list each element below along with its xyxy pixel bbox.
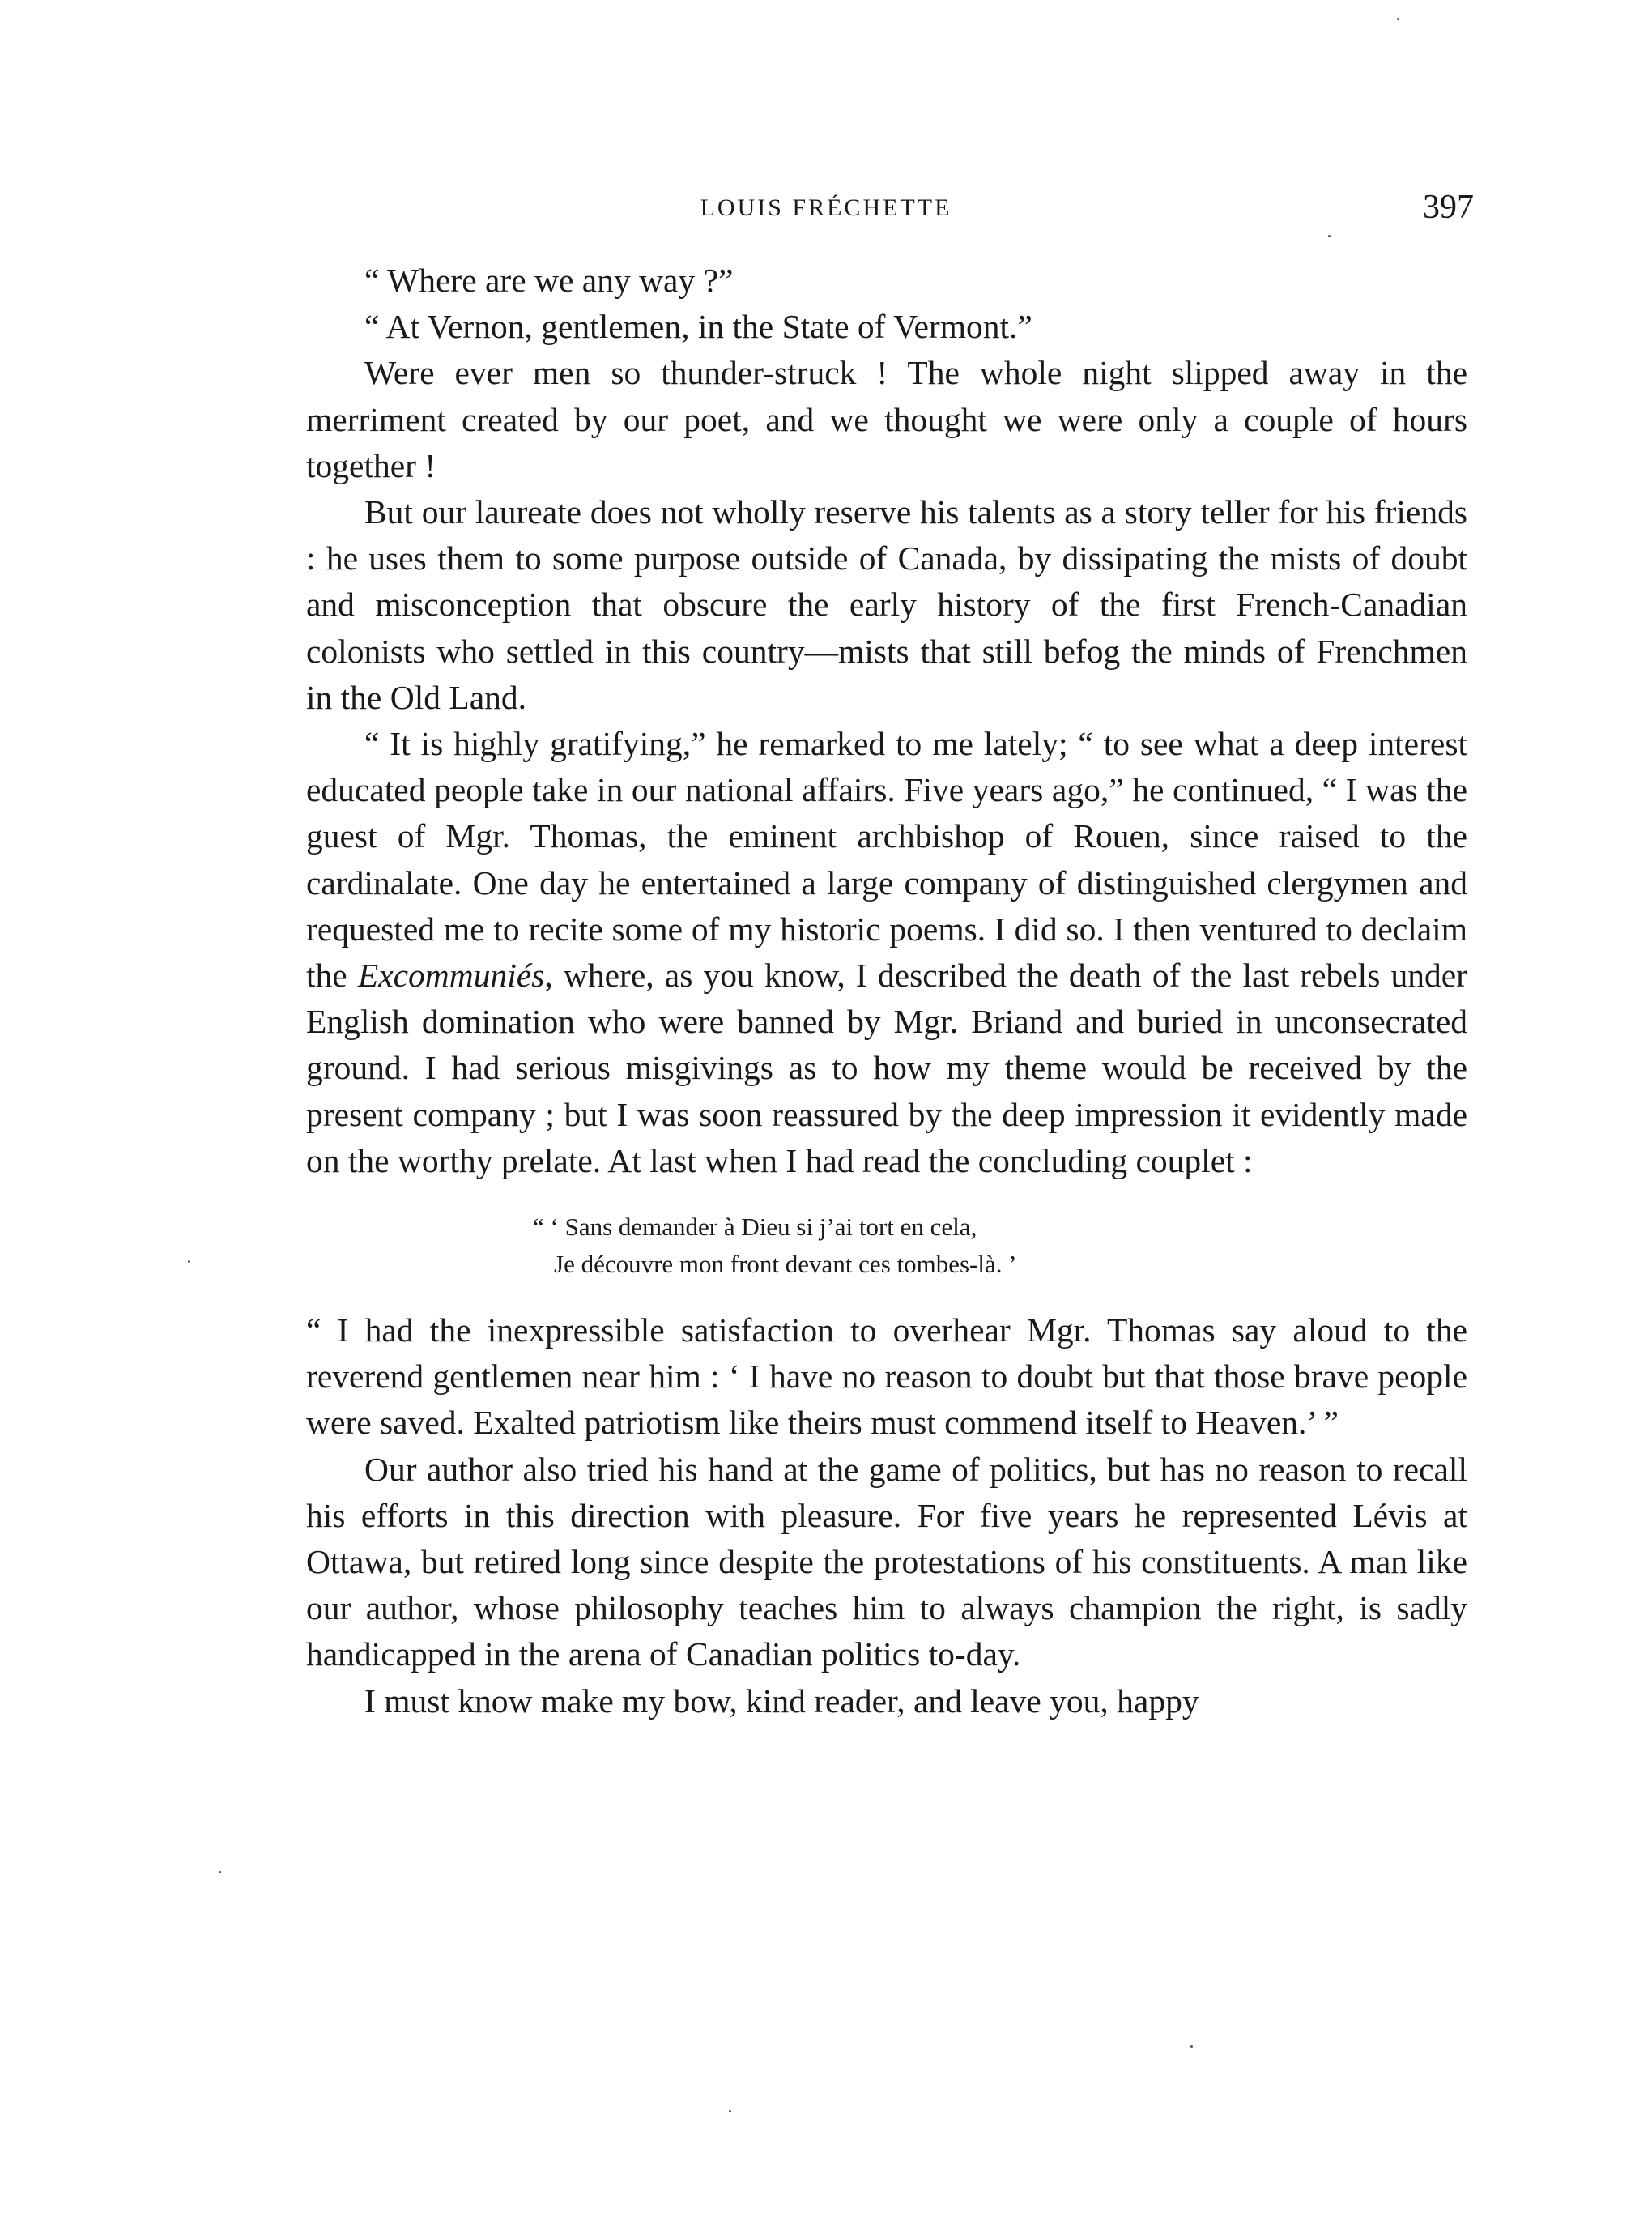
body-text (306, 258, 1467, 1724)
verse-line: Je découvre mon front devant ces tombes-là. ’ (554, 1250, 1017, 1279)
paragraph: I must know make my bow, kind reader, and leave you, happy (364, 1682, 1199, 1720)
scan-speck (729, 2110, 731, 2112)
italic-title: Excommuniés (357, 957, 545, 995)
scan-speck (1190, 2045, 1193, 2048)
paragraph: But our laureate does not wholly reserve his talents as a story teller for his friends : he uses them to some purpose outside of Canada, by dissipating the mists of doubt and misconception that obscure the early history of the first French-Canadian colonists who settled in this country—mists that still befog the minds of Frenchmen in the Old Land. (306, 493, 1467, 716)
paragraph: “ I had the inexpressible satisfaction to overhear Mgr. Thomas say aloud to the reverend gentlemen near him : ‘ I have no reason to doubt but that those brave people were saved. Exalted patriotism like theirs must commend itself to Heaven.’ ” (306, 1311, 1467, 1442)
scan-speck (1397, 18, 1399, 20)
paragraph: Were ever men so thunder-struck ! The whole night slipped away in the merriment created by our poet, and we thought we were only a couple of hours together ! (306, 354, 1467, 484)
paragraph-with-italic (306, 721, 1467, 1184)
running-head (0, 188, 1652, 237)
text-run: “ It is highly gratifying,” he remarked to me lately; “ to see what a deep interest educated people take in our national affairs. Five years ago,” he continued, “ I was the guest of Mgr. Thomas, the eminent archbishop of Rouen, since raised to the cardinalate. One day he entertained a large company of distinguished clergymen and requested me to recite some of my historic poems. I did so. I then ventured to declaim the (306, 725, 1467, 995)
running-title: LOUIS FRÉCHETTE (700, 194, 952, 221)
verse-line: “ ‘ Sans demander à Dieu si j’ai tort en cela, (533, 1213, 977, 1242)
scan-speck (1328, 235, 1331, 237)
page-number: 397 (1423, 189, 1474, 226)
paragraph: “ Where are we any way ?” (364, 262, 734, 299)
paragraph: “ At Vernon, gentlemen, in the State of Vermont.” (364, 308, 1032, 346)
scan-speck (219, 1871, 221, 1873)
verse-couplet (306, 1208, 1467, 1283)
scan-speck (188, 1260, 190, 1263)
text-run: , where, as you know, I described the death of the last rebels under English domination who were banned by Mgr. Briand and buried in unconsecrated ground. I had serious misgivings as to how my theme would be received by the present company ; but I was soon reassured by the deep impression it evidently made on the worthy prelate. At last when I had read the concluding couplet : (306, 957, 1467, 1179)
paragraph: Our author also tried his hand at the game of politics, but has no reason to recall his efforts in this direction with pleasure. For five years he represented Lévis at Ottawa, but retired long since despite the protestations of his constituents. A man like our author, whose philosophy teaches him to always champion the right, is sadly handicapped in the arena of Canadian politics to-day. (306, 1450, 1467, 1673)
